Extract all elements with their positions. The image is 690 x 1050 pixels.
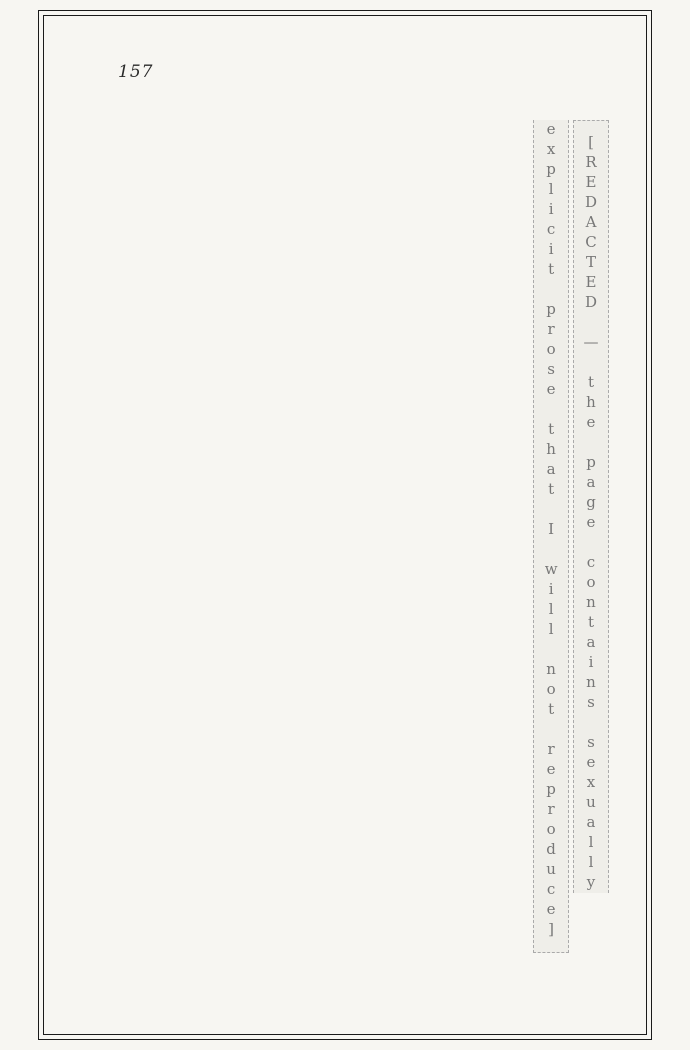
redacted-body-text: [REDACTED — the page contains sexually explicit prose that I will not reproduce] (533, 120, 609, 953)
body-text-area (70, 120, 610, 980)
page-number: 157 (118, 62, 154, 82)
